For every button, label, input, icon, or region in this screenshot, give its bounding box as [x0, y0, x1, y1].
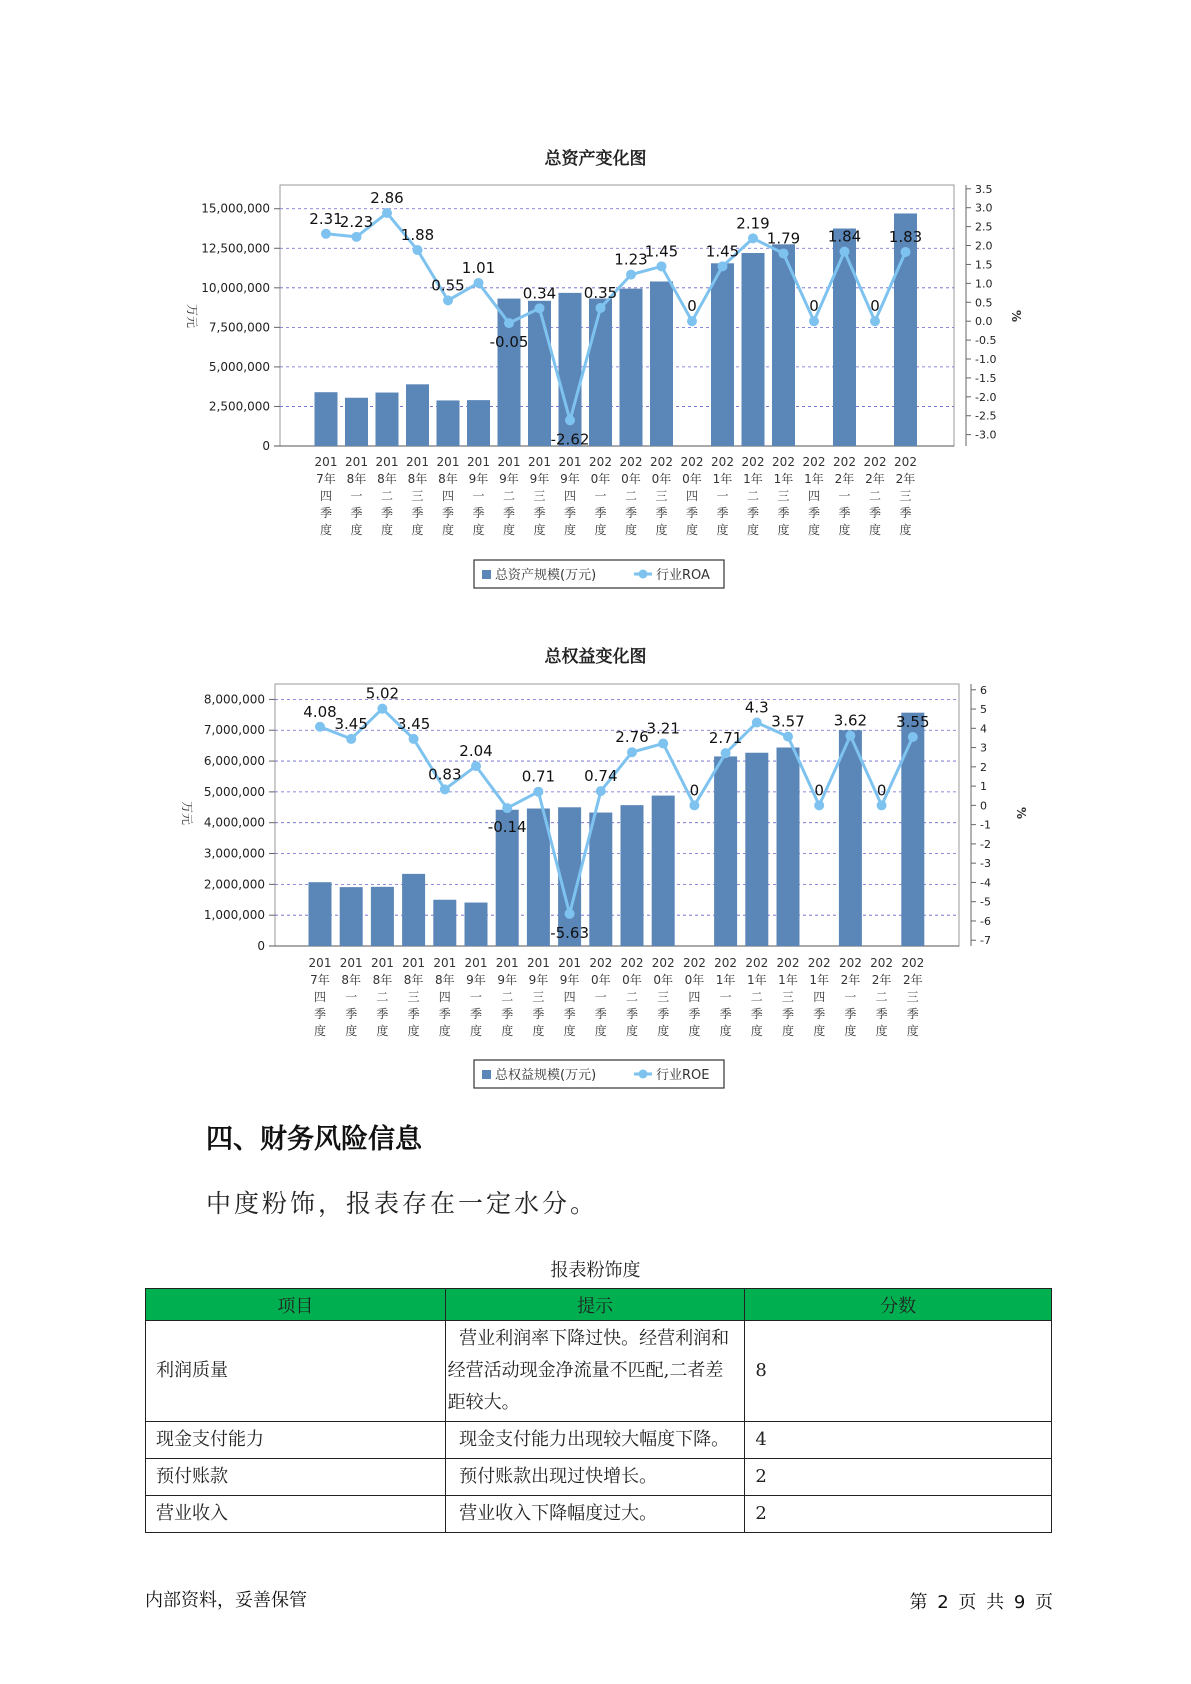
data-label: -0.05 — [489, 333, 529, 352]
bar — [839, 730, 862, 946]
data-label: 1.79 — [766, 229, 801, 248]
x-tick-label: 201 8年一季度 — [339, 956, 363, 1038]
x-tick-label: 202 1年三季度 — [772, 455, 795, 537]
data-label: -2.62 — [550, 430, 590, 449]
line-point — [752, 718, 762, 728]
x-tick-label: 202 2年二季度 — [870, 956, 894, 1038]
x-tick-label: 202 0年一季度 — [589, 956, 613, 1038]
data-label: 0.34 — [522, 284, 557, 303]
data-label: 3.45 — [396, 714, 431, 733]
y-tick-label: 15,000,000 — [201, 201, 270, 216]
header-hint: 提示 — [445, 1289, 745, 1321]
table-row — [146, 1422, 1052, 1459]
row-score: 4 — [745, 1422, 1052, 1459]
y2-tick-label: 2.0 — [975, 239, 993, 253]
data-label: 2.04 — [459, 742, 493, 761]
y2-tick-label: 1 — [980, 780, 987, 794]
x-tick-label: 202 0年二季度 — [619, 455, 643, 537]
legend-label: 总权益规模(万元) — [495, 1068, 597, 1083]
y-tick-label: 2,000,000 — [203, 877, 265, 892]
y2-tick-label: 1.0 — [975, 277, 993, 291]
data-label: 2.31 — [309, 209, 343, 228]
x-tick-label: 201 8年三季度 — [406, 455, 429, 537]
data-label: 0 — [809, 297, 819, 316]
y2-tick-label: 2 — [980, 760, 987, 774]
line-point — [502, 803, 512, 813]
y-tick-label: 1,000,000 — [203, 908, 265, 923]
x-tick-label: 201 7年四季度 — [314, 455, 338, 537]
bar — [465, 903, 488, 946]
y2-tick-label: 0 — [980, 799, 987, 813]
line-point — [440, 784, 450, 794]
data-label: -5.63 — [550, 923, 590, 942]
row-item: 现金支付能力 — [146, 1422, 446, 1459]
data-label: 4.08 — [303, 702, 337, 721]
table-row — [146, 1496, 1052, 1533]
y-tick-label: 10,000,000 — [201, 280, 270, 295]
y-tick-label: 6,000,000 — [203, 754, 265, 769]
data-label: 1.83 — [888, 227, 923, 246]
y2-tick-label: -1 — [980, 818, 991, 832]
bar — [340, 887, 363, 946]
data-label: 2.86 — [370, 188, 404, 207]
y2-tick-label: 3.5 — [975, 182, 993, 196]
row-score: 2 — [745, 1496, 1052, 1533]
x-tick-label: 202 1年四季度 — [807, 956, 831, 1038]
y2-tick-label: 6 — [980, 683, 987, 697]
y-axis-label: 万元 — [185, 303, 199, 329]
x-tick-label: 202 2年三季度 — [901, 956, 925, 1038]
x-tick-label: 202 2年一季度 — [833, 455, 856, 537]
y2-tick-label: -1.0 — [975, 353, 997, 366]
line-point — [409, 734, 419, 744]
bar — [433, 900, 456, 946]
bar — [777, 747, 800, 946]
line-point — [565, 909, 575, 919]
data-label: 0.35 — [583, 283, 618, 302]
data-label: 0.83 — [428, 765, 462, 784]
data-label: 2.23 — [339, 212, 374, 231]
data-label: 1.45 — [705, 242, 740, 261]
y-tick-label: 3,000,000 — [203, 846, 265, 861]
x-tick-label: 202 1年二季度 — [745, 956, 769, 1038]
data-label: 0 — [814, 781, 824, 800]
y2-tick-label: 3.0 — [975, 201, 993, 215]
y2-tick-label: -2.0 — [975, 390, 997, 404]
data-label: 3.62 — [833, 711, 868, 730]
row-hint: 营业收入下降幅度过大。 — [445, 1496, 745, 1533]
data-label: 3.55 — [896, 712, 930, 731]
y2-tick-label: -2.5 — [975, 409, 997, 423]
y2-tick-label: 1.5 — [975, 258, 993, 272]
data-label: 0 — [687, 297, 697, 316]
row-score: 2 — [745, 1459, 1052, 1496]
x-tick-label: 201 9年二季度 — [495, 956, 519, 1038]
data-label: 0.55 — [431, 276, 465, 295]
x-tick-label: 202 1年一季度 — [711, 455, 734, 537]
x-tick-label: 202 0年二季度 — [620, 956, 644, 1038]
line-point — [315, 722, 325, 732]
y2-tick-label: 3 — [980, 741, 987, 755]
line-point — [596, 786, 606, 796]
y-tick-label: 7,000,000 — [203, 723, 265, 738]
y-tick-label: 2,500,000 — [208, 399, 270, 414]
data-label: 1.45 — [644, 242, 679, 261]
bar — [621, 805, 644, 946]
line-point — [908, 732, 918, 742]
y2-tick-label: 4 — [980, 722, 987, 736]
data-label: 2.71 — [708, 729, 743, 748]
data-label: 1.23 — [614, 250, 648, 269]
bar — [745, 753, 768, 946]
bar — [901, 713, 924, 946]
x-tick-label: 201 8年三季度 — [402, 956, 426, 1038]
y-tick-label: 12,500,000 — [201, 241, 270, 256]
line-point — [877, 800, 887, 810]
line-point — [471, 761, 481, 771]
bar — [402, 874, 425, 946]
y2-tick-label: 0.5 — [975, 296, 993, 310]
data-label: 0 — [876, 781, 887, 800]
x-tick-label: 201 8年二季度 — [375, 455, 399, 537]
x-tick-label: 201 8年一季度 — [345, 455, 368, 537]
data-label: 5.02 — [365, 684, 400, 703]
data-label: 2.76 — [615, 728, 649, 747]
header-score: 分数 — [745, 1289, 1052, 1321]
y-tick-label: 7,500,000 — [208, 320, 270, 335]
data-label: 3.45 — [334, 714, 368, 733]
y2-axis-label: % — [1014, 806, 1028, 820]
x-tick-label: 202 0年一季度 — [589, 455, 612, 537]
x-tick-label: 202 0年四季度 — [682, 956, 706, 1038]
line-point — [377, 704, 387, 714]
data-label: 0.74 — [584, 767, 618, 786]
data-label: 0 — [870, 297, 880, 316]
x-tick-label: 202 0年四季度 — [680, 455, 704, 537]
legend-line-marker — [639, 1070, 648, 1079]
line-point — [627, 747, 637, 757]
whitewash-table — [145, 1288, 1052, 1533]
y2-tick-label: -7 — [980, 934, 991, 948]
footer-page-number: 第 2 页 共 9 页 — [909, 1592, 1053, 1613]
x-tick-label: 201 8年四季度 — [436, 455, 460, 537]
y2-tick-label: -6 — [980, 914, 991, 928]
data-label: 1.84 — [827, 227, 862, 246]
y-tick-label: 8,000,000 — [203, 692, 265, 707]
y2-tick-label: 5 — [980, 703, 987, 717]
data-label: -0.14 — [487, 818, 527, 837]
risk-summary: 中度粉饰，报表存在一定水分。 — [206, 1189, 599, 1218]
bar — [371, 887, 394, 946]
data-label: 1.88 — [400, 226, 435, 245]
line-point — [533, 787, 543, 797]
line-point — [658, 739, 668, 749]
data-label: 0 — [689, 781, 700, 800]
x-tick-label: 201 9年三季度 — [528, 455, 551, 537]
x-tick-label: 201 9年一季度 — [467, 455, 490, 537]
y2-tick-label: -3.0 — [975, 428, 997, 442]
line-point — [346, 734, 356, 744]
x-tick-label: 201 8年二季度 — [370, 956, 394, 1038]
table-row — [146, 1459, 1052, 1496]
row-hint: 营业利润率下降过快。经营利润和经营活动现金净流量不匹配,二者差距较大。 — [445, 1321, 745, 1422]
row-score: 8 — [745, 1321, 1052, 1422]
x-tick-label: 202 1年三季度 — [776, 956, 800, 1038]
bar — [589, 813, 612, 946]
y-tick-label: 4,000,000 — [203, 815, 265, 830]
x-tick-label: 201 9年二季度 — [497, 455, 521, 537]
chart-title: 总资产变化图 — [544, 149, 647, 169]
y-tick-label: 5,000,000 — [203, 784, 265, 799]
x-tick-label: 201 7年四季度 — [308, 956, 332, 1038]
y2-tick-label: -2 — [980, 837, 991, 851]
footer-confidential: 内部资料，妥善保管 — [145, 1590, 307, 1611]
y2-axis-label: % — [1009, 309, 1023, 323]
legend-label: 行业ROA — [656, 568, 710, 583]
y-tick-label: 5,000,000 — [208, 359, 270, 374]
x-tick-label: 202 1年二季度 — [741, 455, 765, 537]
x-tick-label: 202 2年一季度 — [838, 956, 862, 1038]
bar — [652, 796, 675, 946]
x-tick-label: 201 9年一季度 — [464, 956, 488, 1038]
row-hint: 预付账款出现过快增长。 — [445, 1459, 745, 1496]
y2-tick-label: -4 — [980, 876, 991, 890]
legend-bar-swatch — [482, 1070, 491, 1079]
legend-label: 行业ROE — [656, 1068, 710, 1083]
line-point — [845, 731, 855, 741]
row-item: 营业收入 — [146, 1496, 446, 1533]
y2-tick-label: -3 — [980, 857, 991, 871]
x-tick-label: 201 8年四季度 — [433, 956, 457, 1038]
data-label: 1.01 — [461, 258, 496, 277]
x-tick-label: 202 1年四季度 — [802, 455, 826, 537]
line-point — [689, 800, 699, 810]
data-label: 0.71 — [521, 767, 556, 786]
y2-tick-label: 2.5 — [975, 220, 993, 234]
y-tick-label: 0 — [262, 439, 270, 453]
x-tick-label: 201 9年四季度 — [558, 455, 582, 537]
x-tick-label: 201 9年四季度 — [558, 956, 582, 1038]
line-point — [783, 732, 793, 742]
y-axis-label: 万元 — [180, 800, 194, 826]
data-label: 2.19 — [736, 214, 770, 233]
row-item: 利润质量 — [146, 1321, 446, 1422]
table-row — [146, 1321, 1052, 1422]
table-header-row — [146, 1289, 1052, 1321]
x-tick-label: 202 0年三季度 — [650, 455, 673, 537]
y2-tick-label: -1.5 — [975, 371, 997, 385]
line-point — [721, 748, 731, 758]
row-hint: 现金支付能力出现较大幅度下降。 — [445, 1422, 745, 1459]
line-point — [814, 800, 824, 810]
y2-tick-label: -0.5 — [975, 334, 997, 348]
row-item: 预付账款 — [146, 1459, 446, 1496]
x-tick-label: 202 2年三季度 — [894, 455, 917, 537]
header-item: 项目 — [146, 1289, 446, 1321]
x-tick-label: 202 2年二季度 — [863, 455, 887, 537]
data-label: 4.3 — [744, 698, 769, 717]
y2-tick-label: -5 — [980, 895, 991, 909]
bar — [309, 882, 332, 946]
bar — [714, 756, 737, 946]
table-caption: 报表粉饰度 — [550, 1260, 641, 1281]
y-tick-label: 0 — [257, 939, 265, 953]
chart-title: 总权益变化图 — [544, 647, 647, 667]
legend-label: 总资产规模(万元) — [495, 568, 597, 583]
section-heading: 四、财务风险信息 — [206, 1124, 422, 1155]
x-tick-label: 202 0年三季度 — [651, 956, 675, 1038]
data-label: 3.21 — [646, 719, 680, 738]
x-tick-label: 201 9年三季度 — [526, 956, 550, 1038]
y2-tick-label: 0.0 — [975, 315, 993, 329]
x-tick-label: 202 1年一季度 — [714, 956, 738, 1038]
data-label: 3.57 — [771, 712, 805, 731]
